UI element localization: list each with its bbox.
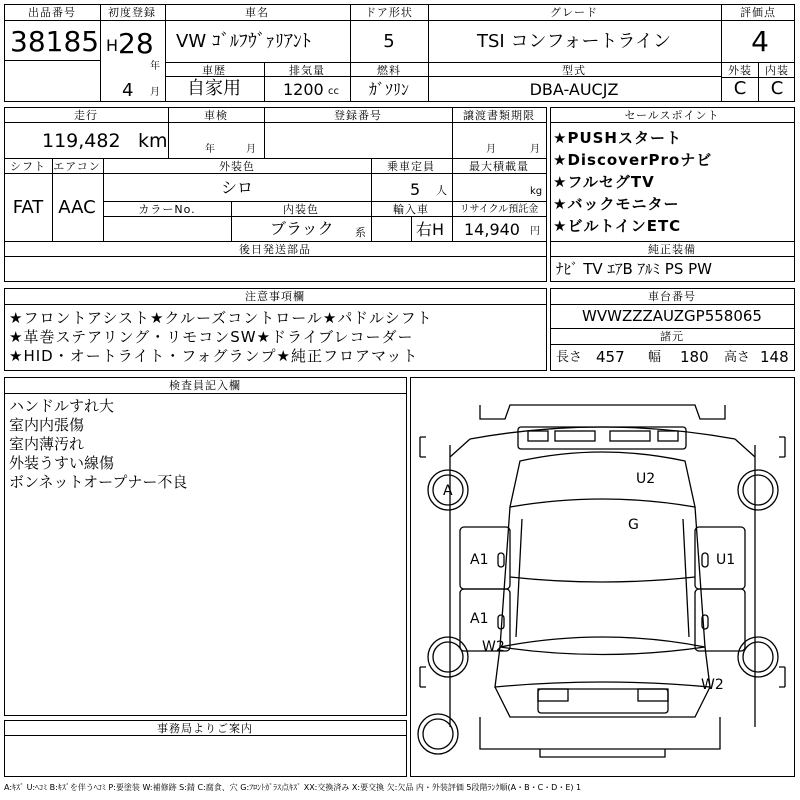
aircon-label: エアコン [53,160,101,173]
history-label: 車歴 [202,64,226,77]
first-registration-label: 初度登録 [108,6,156,19]
damage-mark-hood: U2 [636,471,656,487]
registration-year: 28 [118,27,154,60]
genuine-equipment: ﾅﾋﾞ TV ｴｱB ｱﾙﾐ PS PW [556,260,712,278]
later-parts-label: 後日発送部品 [239,243,311,256]
car-diagram [410,377,795,777]
fuel-label: 燃料 [377,64,401,77]
divider [350,4,351,62]
exterior-score-label: 外装 [728,64,752,77]
length-value: 457 [596,348,625,366]
inspector-notes [9,397,187,492]
divider [550,241,795,242]
divider [168,107,169,158]
office-label: 事務局よりご案内 [157,722,253,735]
registration-number-label: 登録番号 [334,109,382,122]
overall-score: 4 [751,25,769,58]
inspection-year-unit: 年 [205,144,215,155]
divider [411,216,412,241]
divider [4,158,547,159]
genuine-equipment-label: 純正装備 [648,243,696,256]
transfer-deadline-label: 譲渡書類期限 [463,109,535,122]
inspection-label: 車検 [204,109,228,122]
inspector-label: 検査員記入欄 [169,379,241,392]
divider [758,62,759,102]
height-label: 高さ [724,350,751,365]
exterior-score: C [733,78,747,99]
divider [4,304,547,305]
shift-label: シフト [10,160,46,173]
sales-point: ★PUSHスタート [553,129,682,147]
sales-point: ★バックモニター [553,195,680,213]
divider [4,20,795,21]
capacity-unit: 人 [436,184,447,197]
divider [452,107,453,241]
inspector-note: 外装うすい線傷 [9,454,115,472]
max-load-label: 最大積載量 [469,160,529,173]
color-number-label: カラーNo. [138,203,196,216]
divider [371,158,372,241]
load-unit: kg [530,186,543,197]
divider [550,304,795,305]
damage-mark-left-front-door: A1 [470,552,489,568]
divider [350,62,351,102]
mileage-unit: km [138,130,168,152]
aircon-value: AAC [58,197,96,218]
sales-points-list [553,127,712,237]
divider [231,201,232,241]
divider [103,201,547,202]
divider [4,256,547,257]
note-line: ★HID・オートライト・フォグランプ★純正フロアマット [9,347,419,365]
interior-score-label: 内装 [765,64,789,77]
displacement-value: 1200 [283,80,324,99]
legend-footer: A:ｷｽﾞ U:ﾍｺﾐ B:ｷｽﾞを伴うﾍｺﾐ P:要塗装 W:補修跡 S:錆 C:腐食、穴 G:ﾌﾛﾝﾄｶﾞﾗｽ点ｷｽﾞ XX:交換済み X:要交換 欠:欠品 内・外装評価 5段階ﾗﾝｸ順(A・B・C・D・E) 1 [4,783,582,792]
capacity-value: 5 [410,180,421,199]
grade-value: TSI コンフォートライン [476,31,672,52]
interior-color-label: 内装色 [283,203,319,216]
transfer-month-unit: 月 [486,144,496,155]
registration-era: H [106,36,119,55]
divider [103,216,547,217]
divider [4,60,100,61]
divider [165,4,166,102]
inspection-month-unit: 月 [246,144,256,155]
month-unit: 月 [150,87,160,98]
year-unit: 年 [150,61,160,72]
damage-mark-windshield: G [628,517,639,533]
inspector-note: ボンネットオープナー不良 [9,473,188,491]
mileage-label: 走行 [74,109,98,122]
chassis-number: WVWZZZAUZGP558065 [582,307,762,325]
model-code-label: 型式 [562,64,586,77]
divider [100,4,101,102]
divider [4,173,547,174]
transfer-day-unit: 月 [530,144,540,155]
car-name: VW ｺﾞﾙﾌｳﾞｧﾘｱﾝﾄ [176,31,311,52]
door-type-label: ドア形状 [365,6,413,19]
sales-points-label: セールスポイント [624,109,720,122]
damage-mark-front-left-wheel: A [443,483,453,499]
vehicle-history: 自家用 [187,78,241,99]
divider [550,344,795,345]
lot-number: 38185 [10,25,100,58]
divider [264,107,265,158]
divider [550,256,795,257]
divider [103,158,104,241]
damage-mark-left-rear-fender: W2 [482,639,505,655]
score-label: 評価点 [740,6,776,19]
steering-position: 右H [416,220,445,239]
divider [4,735,407,736]
displacement-label: 排気量 [289,64,325,77]
inspector-note: 室内薄汚れ [9,435,85,453]
width-value: 180 [680,348,709,366]
note-line: ★革巻ステアリング・リモコンSW★ドライブレコーダー [9,328,414,346]
model-code: DBA-AUCJZ [529,80,619,99]
fuel-type: ｶﾞｿﾘﾝ [368,80,410,99]
divider [264,62,265,102]
exterior-color: シロ [220,178,254,197]
inspector-note: 室内内張傷 [9,416,85,434]
width-label: 幅 [648,350,662,365]
divider [4,241,547,242]
grade-label: グレード [550,6,598,19]
note-line: ★フロントアシスト★クルーズコントロール★パドルシフト [9,309,433,327]
recycle-fee: 14,940 [464,220,520,239]
sales-point: ★ビルトインETC [553,217,682,235]
lot-number-label: 出品番号 [28,6,76,19]
divider [165,76,721,77]
damage-mark-left-rear-door: A1 [470,611,489,627]
inspector-note: ハンドルすれ大 [9,397,115,415]
interior-color: ブラック [270,219,334,238]
specs-label: 諸元 [660,330,684,343]
notes-list [9,309,433,366]
shift-value: FAT [12,197,44,218]
notes-label: 注意事項欄 [245,290,305,303]
divider [165,62,721,63]
interior-color-suffix: 系 [355,226,366,239]
sales-point: ★DiscoverProナビ [553,151,713,169]
registration-month: 4 [122,80,134,101]
sales-point: ★フルセグTV [553,173,655,191]
car-name-label: 車名 [245,6,269,19]
capacity-label: 乗車定員 [387,160,435,173]
recycle-label: リサイクル預託金 [459,204,539,215]
divider [428,4,429,102]
interior-score: C [770,78,784,99]
recycle-unit: 円 [530,226,540,237]
divider [4,393,407,394]
divider [550,328,795,329]
height-value: 148 [760,348,789,366]
chassis-label: 車台番号 [648,290,696,303]
import-label: 輸入車 [393,203,429,216]
length-label: 長さ [556,350,583,365]
divider [4,122,547,123]
exterior-color-label: 外装色 [219,160,255,173]
divider [550,122,795,123]
door-count: 5 [383,31,395,52]
damage-mark-right-front-door: U1 [716,552,736,568]
damage-mark-right-rear-bumper: W2 [701,677,724,693]
divider [721,4,722,102]
mileage-value: 119,482 [42,130,121,152]
displacement-unit: cc [328,86,339,97]
